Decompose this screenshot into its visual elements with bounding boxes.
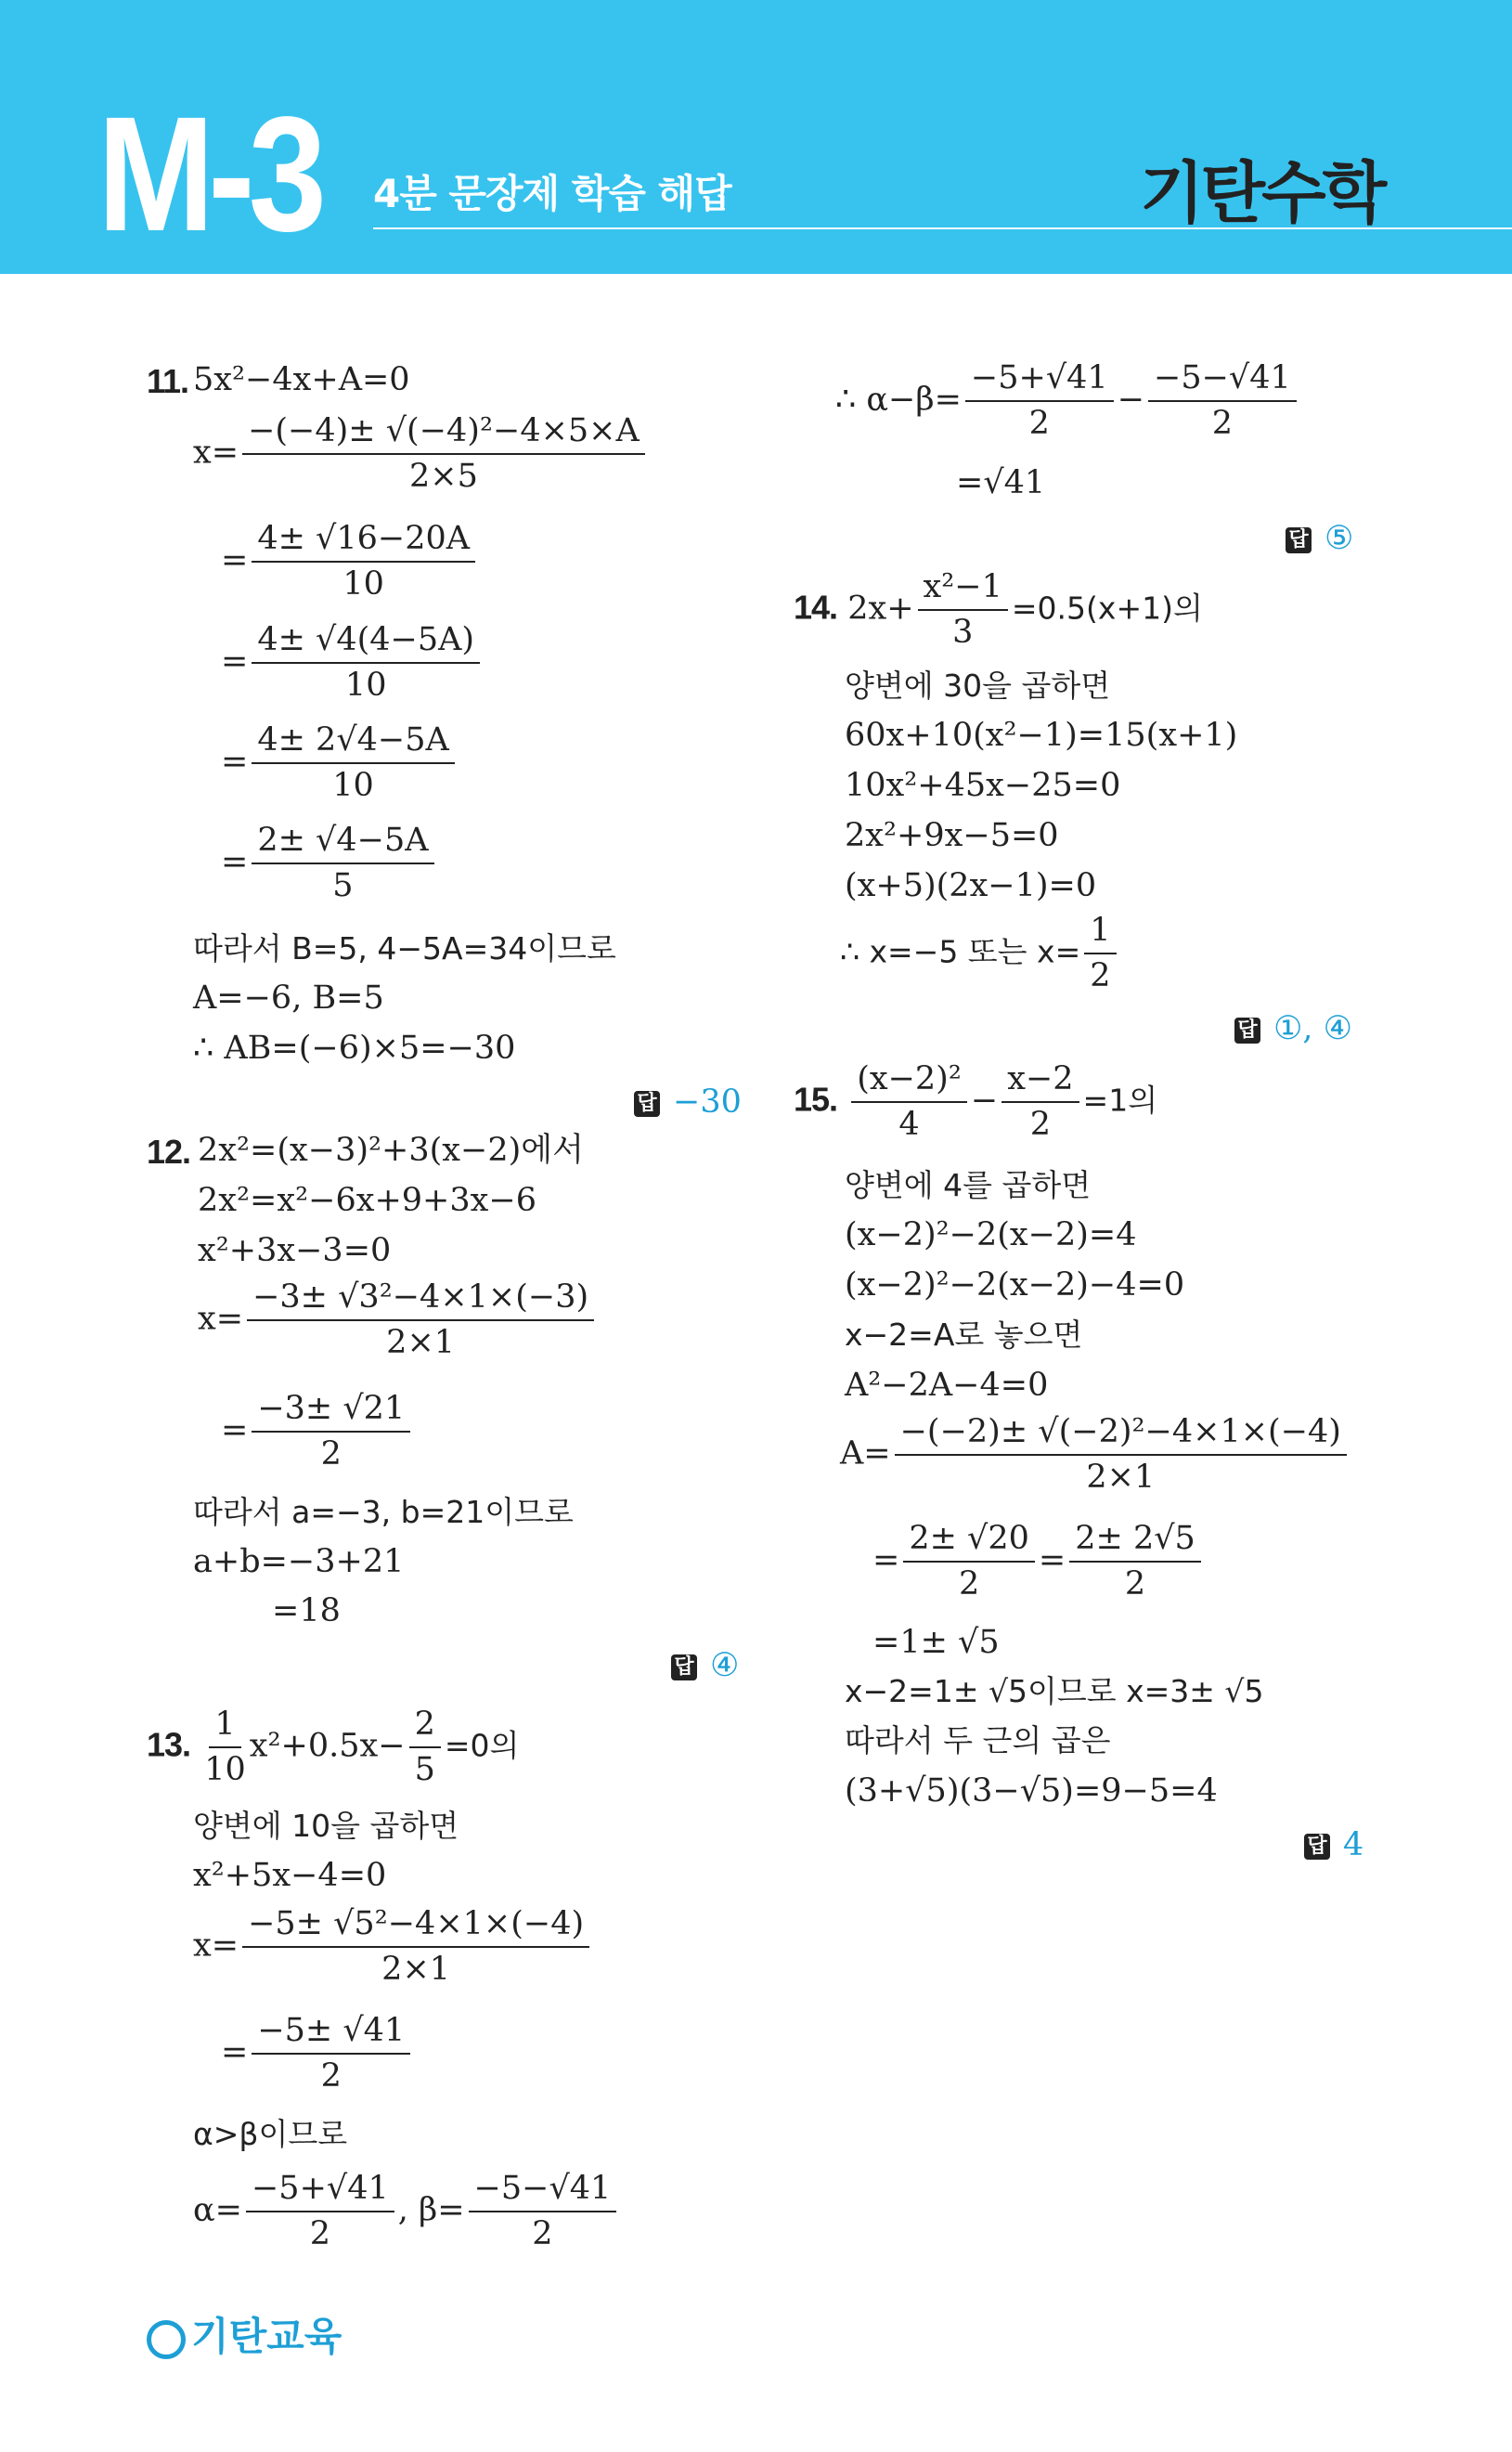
page-subtitle: 4분 문장제 학습 해답 xyxy=(373,171,731,216)
publisher-logo xyxy=(147,2306,342,2362)
unit-code: M-3 xyxy=(97,84,321,266)
numerator: (x−2)² xyxy=(851,1063,967,1103)
equation-line: x²+5x−4=0 xyxy=(193,1857,387,1894)
problem-number: 15. xyxy=(794,1080,838,1119)
formula-line xyxy=(221,621,484,704)
text-line: 따라서 두 근의 곱은 xyxy=(845,1722,1111,1758)
denominator: 5 xyxy=(414,1751,435,1788)
lhs: x= xyxy=(193,434,239,472)
fraction xyxy=(252,621,480,704)
numerator: −(−2)± √(−2)²−4×1×(−4) xyxy=(895,1416,1347,1456)
denominator: 2 xyxy=(1028,405,1050,442)
answer-value: ①, ④ xyxy=(1273,1010,1353,1047)
text-line: 따라서 a=−3, b=21이므로 xyxy=(193,1494,574,1530)
lhs: x= xyxy=(198,1300,244,1338)
denominator: 2 xyxy=(1124,1565,1146,1602)
answer-badge-icon: 답 xyxy=(1286,527,1312,553)
fraction xyxy=(252,2012,410,2095)
numerator: 2± √4−5A xyxy=(252,824,433,864)
expression: =0.5(x+1)의 xyxy=(1011,590,1203,627)
denominator: 2 xyxy=(958,1565,980,1602)
numerator: 1 xyxy=(1084,915,1116,954)
fraction xyxy=(252,721,454,804)
fraction xyxy=(252,1390,410,1472)
formula-line xyxy=(221,721,459,804)
numerator: 2 xyxy=(409,1708,441,1748)
publisher-g-icon xyxy=(147,2320,186,2359)
answer-badge-icon: 답 xyxy=(671,1654,697,1680)
problem-statement xyxy=(147,1708,519,1786)
publisher-name: 기탄교육 xyxy=(191,2314,342,2359)
problem-number: 14. xyxy=(794,588,838,627)
fraction xyxy=(252,520,475,603)
numerator: −(−4)± √(−4)²−4×5×A xyxy=(242,415,645,455)
lhs: = xyxy=(221,642,249,681)
expression: =1의 xyxy=(1082,1082,1158,1119)
numerator: 4± √4(4−5A) xyxy=(252,624,480,664)
fraction xyxy=(903,1520,1035,1602)
answer-badge-icon: 답 xyxy=(1234,1018,1260,1044)
fraction xyxy=(204,1708,246,1786)
fraction xyxy=(242,412,645,495)
formula-line xyxy=(872,1520,1205,1602)
operator: − xyxy=(1117,381,1145,419)
lhs: = xyxy=(221,541,249,579)
formula-line xyxy=(840,1413,1350,1496)
formula-line xyxy=(221,1390,414,1472)
answer-value: ④ xyxy=(710,1647,740,1684)
header-banner xyxy=(0,0,1512,274)
equation-line: 2x²=(x−3)²+3(x−2)에서 xyxy=(198,1132,584,1169)
numerator: 4± 2√4−5A xyxy=(252,724,454,764)
fraction xyxy=(252,824,433,902)
answer-value: −30 xyxy=(673,1083,742,1121)
problem-statement xyxy=(794,1060,1158,1143)
numerator: −5−√41 xyxy=(1148,362,1297,402)
fraction xyxy=(1148,359,1297,442)
equation-line: (x−2)²−2(x−2)=4 xyxy=(845,1216,1137,1253)
fraction xyxy=(1069,1520,1201,1602)
lhs: = xyxy=(221,2033,249,2071)
expression: =0의 xyxy=(444,1727,520,1764)
problem-number: 12. xyxy=(147,1133,191,1171)
formula-line xyxy=(835,359,1300,442)
formula-line xyxy=(221,824,438,902)
brand-logo: 기탄수학 xyxy=(1140,154,1384,232)
formula-line xyxy=(193,412,649,495)
equation-line: 10x²+45x−25=0 xyxy=(845,767,1121,804)
expression: x²+0.5x− xyxy=(249,1727,406,1765)
numerator: −5+√41 xyxy=(965,362,1114,402)
text-line: x−2=1± √5이므로 x=3± √5 xyxy=(845,1673,1264,1709)
denominator: 2×5 xyxy=(409,458,478,495)
fraction xyxy=(246,2170,394,2252)
lhs: = xyxy=(221,743,249,781)
denominator: 2 xyxy=(1029,1106,1052,1143)
text-line: 양변에 30을 곱하면 xyxy=(845,668,1111,704)
denominator: 3 xyxy=(952,614,974,651)
fraction xyxy=(1002,1060,1079,1143)
numerator: 1 xyxy=(209,1708,240,1748)
denominator: 5 xyxy=(332,867,354,904)
lhs: , β= xyxy=(397,2191,465,2229)
equation-line: (3+√5)(3−√5)=9−5=4 xyxy=(845,1772,1218,1810)
answer-badge-icon: 답 xyxy=(634,1091,660,1117)
formula-line xyxy=(221,520,479,603)
denominator: 2 xyxy=(1090,957,1111,994)
lhs: x= xyxy=(193,1927,239,1965)
lhs: ∴ α−β= xyxy=(835,381,962,419)
text-line: α>β이므로 xyxy=(193,2116,348,2152)
denominator: 2×1 xyxy=(1086,1459,1156,1496)
numerator: 4± √16−20A xyxy=(252,523,475,563)
denominator: 2 xyxy=(1211,405,1234,442)
answer xyxy=(634,1083,742,1121)
numerator: 2± 2√5 xyxy=(1069,1523,1201,1563)
answer-value: 4 xyxy=(1343,1826,1364,1863)
denominator: 2×1 xyxy=(381,1951,451,1988)
denominator: 2×1 xyxy=(386,1324,456,1361)
equation-line: A²−2A−4=0 xyxy=(845,1367,1049,1404)
numerator: x−2 xyxy=(1002,1063,1079,1103)
equation-line: x²+3x−3=0 xyxy=(198,1232,392,1269)
lhs: A= xyxy=(840,1434,891,1472)
text-line: 따라서 B=5, 4−5A=34이므로 xyxy=(193,930,616,967)
answer xyxy=(1286,520,1353,557)
numerator: −5± √41 xyxy=(252,2015,410,2055)
expression: 2x+ xyxy=(847,590,914,628)
equation-line: =18 xyxy=(272,1592,341,1629)
answer xyxy=(671,1647,739,1684)
fraction xyxy=(851,1060,967,1143)
equation-line: (x+5)(2x−1)=0 xyxy=(845,867,1097,904)
lhs: α= xyxy=(193,2191,242,2229)
fraction xyxy=(918,568,1008,651)
fraction xyxy=(965,359,1114,442)
equation-line: 60x+10(x²−1)=15(x+1) xyxy=(845,717,1238,754)
fraction xyxy=(1084,912,1116,994)
denominator: 10 xyxy=(332,767,374,804)
problem-number: 13. xyxy=(147,1725,191,1764)
lhs: = xyxy=(221,1411,249,1449)
equation-line: 2x²+9x−5=0 xyxy=(845,817,1059,854)
denominator: 2 xyxy=(309,2215,330,2252)
answer xyxy=(1304,1826,1363,1863)
formula-line xyxy=(840,912,1120,994)
expression: ∴ x=−5 또는 x= xyxy=(840,933,1081,970)
denominator: 2 xyxy=(320,2057,342,2095)
problem-statement xyxy=(794,568,1203,651)
equation-line: 2x²=x²−6x+9+3x−6 xyxy=(198,1182,536,1219)
denominator: 10 xyxy=(344,667,387,704)
answer xyxy=(1234,1010,1352,1047)
equation-line: a+b=−3+21 xyxy=(193,1543,405,1580)
numerator: −5+√41 xyxy=(246,2173,394,2212)
lhs: = xyxy=(872,1541,900,1579)
operator: = xyxy=(1038,1541,1066,1579)
text-line: x−2=A로 놓으면 xyxy=(845,1317,1083,1353)
equation-line: ∴ AB=(−6)×5=−30 xyxy=(193,1030,516,1067)
equation-line: =√41 xyxy=(956,464,1046,501)
equation-line: 5x²−4x+A=0 xyxy=(193,361,410,398)
denominator: 4 xyxy=(898,1106,920,1143)
formula-line xyxy=(193,1905,593,1988)
formula-line xyxy=(198,1278,598,1361)
equation-line: (x−2)²−2(x−2)−4=0 xyxy=(845,1266,1185,1304)
fraction xyxy=(469,2170,617,2252)
problem-number: 11. xyxy=(147,362,189,400)
operator: − xyxy=(970,1082,999,1120)
numerator: −3± √3²−4×1×(−3) xyxy=(247,1281,594,1321)
numerator: 2± √20 xyxy=(903,1523,1035,1563)
denominator: 2 xyxy=(532,2215,553,2252)
numerator: −3± √21 xyxy=(252,1393,410,1433)
denominator: 10 xyxy=(342,565,384,603)
numerator: x²−1 xyxy=(918,571,1008,611)
answer-badge-icon: 답 xyxy=(1304,1834,1330,1860)
answer-value: ⑤ xyxy=(1325,520,1354,557)
text-line: 양변에 10을 곱하면 xyxy=(193,1808,459,1844)
text-line: 양변에 4를 곱하면 xyxy=(845,1167,1092,1203)
equation-line: =1± √5 xyxy=(872,1624,1000,1661)
numerator: −5−√41 xyxy=(469,2173,617,2212)
formula-line xyxy=(221,2012,414,2095)
denominator: 2 xyxy=(320,1435,342,1472)
fraction xyxy=(409,1708,441,1786)
numerator: −5± √5²−4×1×(−4) xyxy=(242,1908,589,1948)
formula-line xyxy=(193,2170,620,2252)
fraction xyxy=(247,1278,594,1361)
fraction xyxy=(242,1905,589,1988)
lhs: = xyxy=(221,843,249,881)
fraction xyxy=(895,1413,1347,1496)
denominator: 10 xyxy=(204,1751,246,1788)
equation-line: A=−6, B=5 xyxy=(193,980,384,1017)
